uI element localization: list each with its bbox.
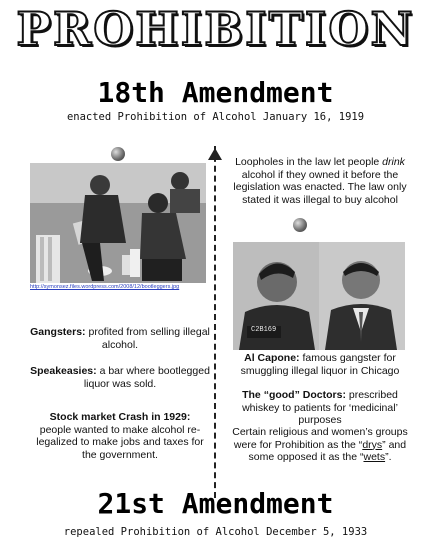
page-title: PROHIBITION xyxy=(16,2,415,56)
wets-term: wets xyxy=(363,451,386,463)
bootleggers-photo xyxy=(30,163,206,283)
pushpin-icon xyxy=(293,218,307,232)
drys-wets-note xyxy=(224,426,416,464)
groups-mid: ” and some opposed it as the “ xyxy=(248,438,407,463)
stock-crash-note xyxy=(30,411,210,461)
doctors-note xyxy=(224,389,416,427)
amendment-21-subtitle: repealed Prohibition of Alcohol December 5, 1933 xyxy=(63,526,368,538)
loopholes-emphasis: drink xyxy=(382,156,405,168)
doctors-text: prescribed whiskey to patients for ‘medicinal’ purposes xyxy=(242,389,398,426)
capone-term: Al Capone: xyxy=(244,352,300,364)
loopholes-note xyxy=(224,156,416,206)
loopholes-post: alcohol if they owned it before the legislation was enacted. The law only stated it was illegal to buy alcohol xyxy=(233,168,407,206)
speakeasies-note xyxy=(30,365,210,390)
capone-text: famous gangster for smuggling illegal liquor in Chicago xyxy=(240,352,400,377)
speakeasies-term: Speakeasies: xyxy=(30,365,97,377)
mugshot-tag: C2B169 xyxy=(251,326,277,334)
gangsters-term: Gangsters: xyxy=(30,326,86,338)
speakeasies-text: a bar where bootlegged liquor was sold. xyxy=(83,365,210,390)
crash-text: people wanted to make alcohol re-legalized to make jobs and taxes for the government. xyxy=(36,423,204,461)
amendment-21-heading: 21st Amendment xyxy=(97,487,334,520)
capone-note xyxy=(224,352,416,377)
crash-term: Stock market Crash in 1929: xyxy=(49,411,191,423)
timeline-line xyxy=(214,146,216,498)
drys-term: drys xyxy=(362,438,383,451)
loopholes-pre: Loopholes in the law let people xyxy=(235,156,383,168)
capone-mugshot-photo xyxy=(233,242,405,350)
doctors-term: The “good” Doctors: xyxy=(242,389,346,401)
gangsters-note xyxy=(30,326,210,351)
groups-pre: Certain religious and women’s groups were for Prohibition as the “ xyxy=(232,426,408,451)
groups-post: ”. xyxy=(385,451,392,463)
amendment-18-subtitle: enacted Prohibition of Alcohol January 16, 1919 xyxy=(66,111,365,123)
pushpin-icon xyxy=(111,147,125,161)
gangsters-text: profited from selling illegal alcohol. xyxy=(85,326,210,351)
amendment-18-heading: 18th Amendment xyxy=(97,76,334,109)
timeline-arrow-icon xyxy=(208,148,222,160)
photo-source-link[interactable]: http://symonsez.files.wordpress.com/2008/12/bootleggers.jpg xyxy=(30,284,180,290)
